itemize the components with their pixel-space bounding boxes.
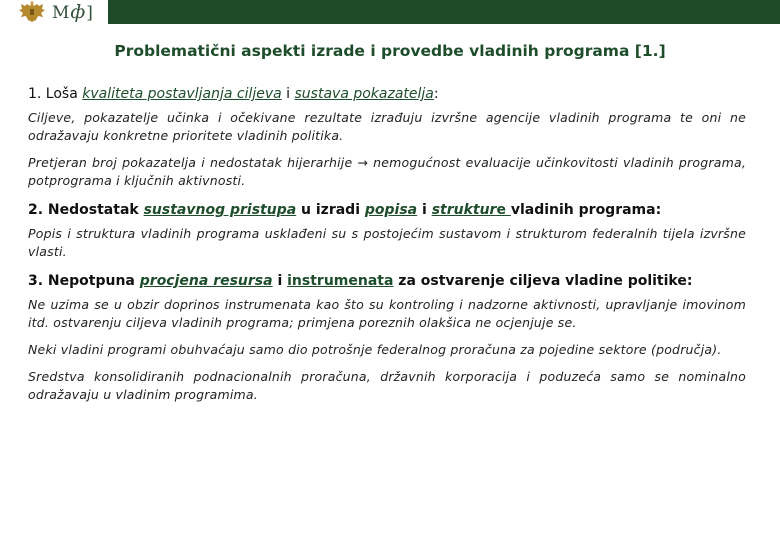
section-1-paragraph-1: Ciljeve, pokazatelje učinka i očekivane rezultate izrađuju izvršne agencije vladinih programa te oni ne odražavaju konkretne prioritete vladinih politika. <box>28 110 746 143</box>
keyword-link: struktur <box>431 202 497 218</box>
keyword-link: kvaliteta postavljanja ciljeva <box>82 86 282 102</box>
keyword-link: procjena resursa <box>139 273 273 289</box>
section-1-heading: 1. Loša kvaliteta postavljanja ciljeva i sustava pokazatelja: <box>28 86 439 102</box>
section-3-heading: 3. Nepotpuna procjena resursa i instrumenata za ostvarenje ciljeva vladine politike: <box>28 273 693 289</box>
slide-title: Problematični aspekti izrade i provedbe vladinih programa [1.] <box>114 42 666 60</box>
double-headed-eagle-emblem-icon <box>18 0 46 24</box>
keyword-link: sustavnog pristupa <box>143 202 297 218</box>
slide-content <box>28 84 746 413</box>
top-bar <box>0 0 780 24</box>
section-3-paragraph-2: Neki vladini programi obuhvaćaju samo dio potrošnje federalnog proračuna za pojedine sektore (područja). <box>28 342 722 357</box>
keyword-link: popisa <box>364 202 418 218</box>
arrow-icon: → <box>357 155 369 170</box>
section-3-paragraph-1: Ne uzima se u obzir doprinos instrumenata kao što su kontroling i nadzorne aktivnosti, upravljanje imovinom itd. ostvarenju ciljeva vladinih programa; primjena poreznih olakšica ne ocjenjuje se. <box>28 297 746 330</box>
section-1-paragraph-2: Pretjeran broj pokazatelja i nedostatak hijerarhije → nemogućnost evaluacije učinkovitosti vladinih programa, potprograma i ključnih aktivnosti. <box>28 155 746 188</box>
section-3-paragraph-3: Sredstva konsolidiranih podnacionalnih proračuna, državnih korporacija i poduzeća samo se nominalno odražavaju u vladinim programima. <box>28 369 746 402</box>
keyword-link: instrumenata <box>287 273 394 289</box>
section-2-heading: 2. Nedostatak sustavnog pristupa u izradi popisa i strukture vladinih programa: <box>28 202 662 218</box>
section-2-paragraph-1: Popis i struktura vladinih programa usklađeni su s postojećim sustavom i strukturom federalnih tijela izvršne vlasti. <box>28 226 746 259</box>
logo-text: Мф] <box>52 0 94 23</box>
keyword-link: sustava pokazatelja <box>294 86 434 102</box>
logo <box>0 0 108 24</box>
